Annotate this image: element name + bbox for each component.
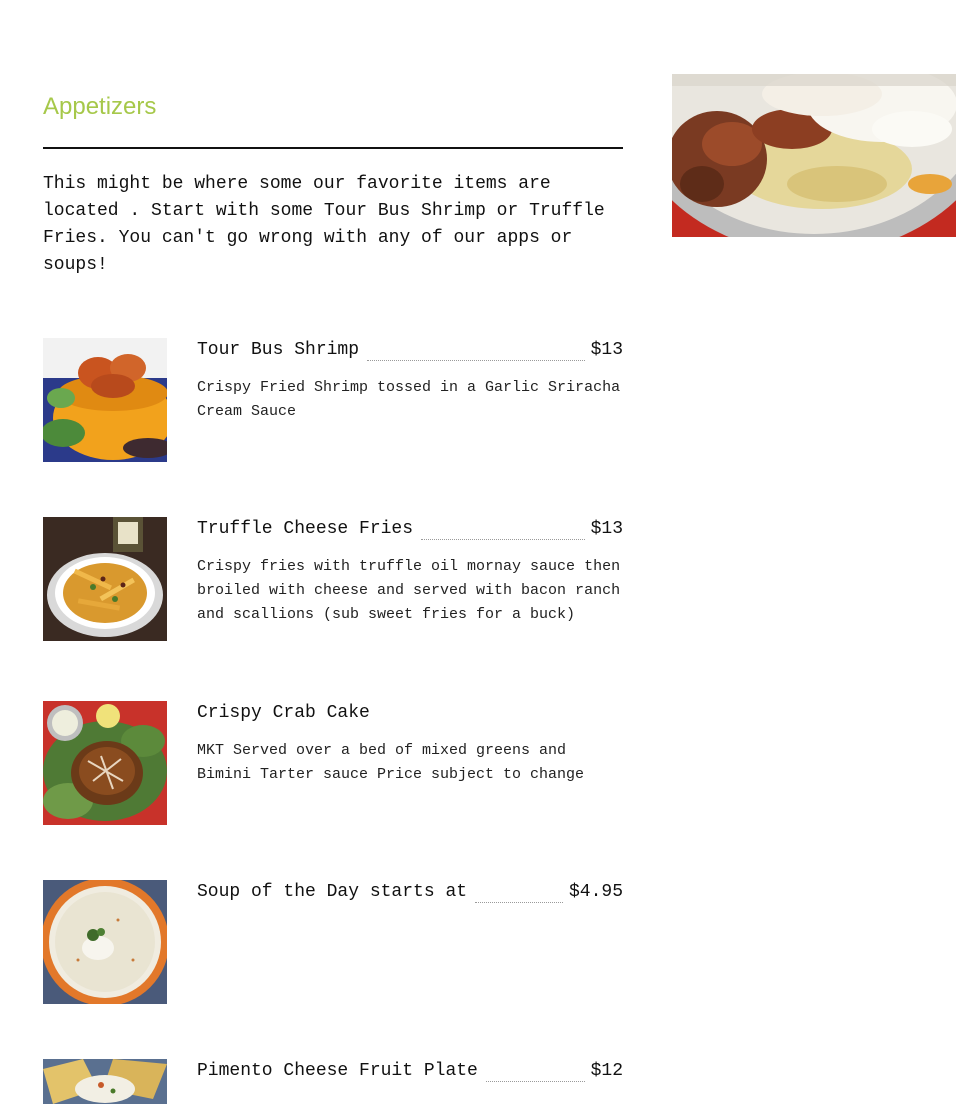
dot-leader xyxy=(486,1081,585,1082)
menu-item-header xyxy=(197,1061,623,1087)
menu-item-price: $13 xyxy=(590,519,623,539)
hero-photo-pasta xyxy=(672,74,956,237)
soup-photo xyxy=(43,880,167,1004)
menu-item-name: Soup of the Day starts at xyxy=(197,882,468,902)
menu-item-description: MKT Served over a bed of mixed greens and Bimini Tarter sauce Price subject to change xyxy=(197,742,585,783)
menu-item-body xyxy=(197,338,623,424)
truffle-fries-photo xyxy=(43,517,167,641)
menu-item-body xyxy=(197,517,623,627)
menu-item-name: Crispy Crab Cake xyxy=(197,703,370,723)
dot-leader xyxy=(421,539,585,540)
shrimp-photo xyxy=(43,338,167,462)
menu-item-body xyxy=(197,880,623,908)
section-intro: This might be where some our favorite items are located . Start with some Tour Bus Shrimp or Truffle Fries. You can't go wrong with any of our apps or soups! xyxy=(43,174,605,275)
menu-item-name: Truffle Cheese Fries xyxy=(197,519,414,539)
menu-item-body xyxy=(197,701,623,787)
menu-item-header xyxy=(197,703,623,729)
menu-item-name: Tour Bus Shrimp xyxy=(197,340,360,360)
menu-item-price: $12 xyxy=(590,1061,623,1081)
menu-item-price: $13 xyxy=(590,340,623,360)
menu-item-header xyxy=(197,519,623,545)
dot-leader xyxy=(475,902,563,903)
pimento-plate-photo xyxy=(43,1059,167,1104)
menu-item-header xyxy=(197,340,623,366)
crab-cake-photo xyxy=(43,701,167,825)
dot-leader xyxy=(367,360,585,361)
menu-item-name: Pimento Cheese Fruit Plate xyxy=(197,1061,478,1081)
menu-item-body xyxy=(197,1059,623,1087)
menu-item-price: $4.95 xyxy=(568,882,623,902)
menu-item-description: Crispy Fried Shrimp tossed in a Garlic Sriracha Cream Sauce xyxy=(197,379,621,420)
section-title: Appetizers xyxy=(43,93,157,120)
section-divider xyxy=(43,147,623,149)
menu-item-header xyxy=(197,882,623,908)
menu-item-description: Crispy fries with truffle oil mornay sauce then broiled with cheese and served with bacon ranch and scallions (sub sweet fries for a buck) xyxy=(197,558,621,623)
